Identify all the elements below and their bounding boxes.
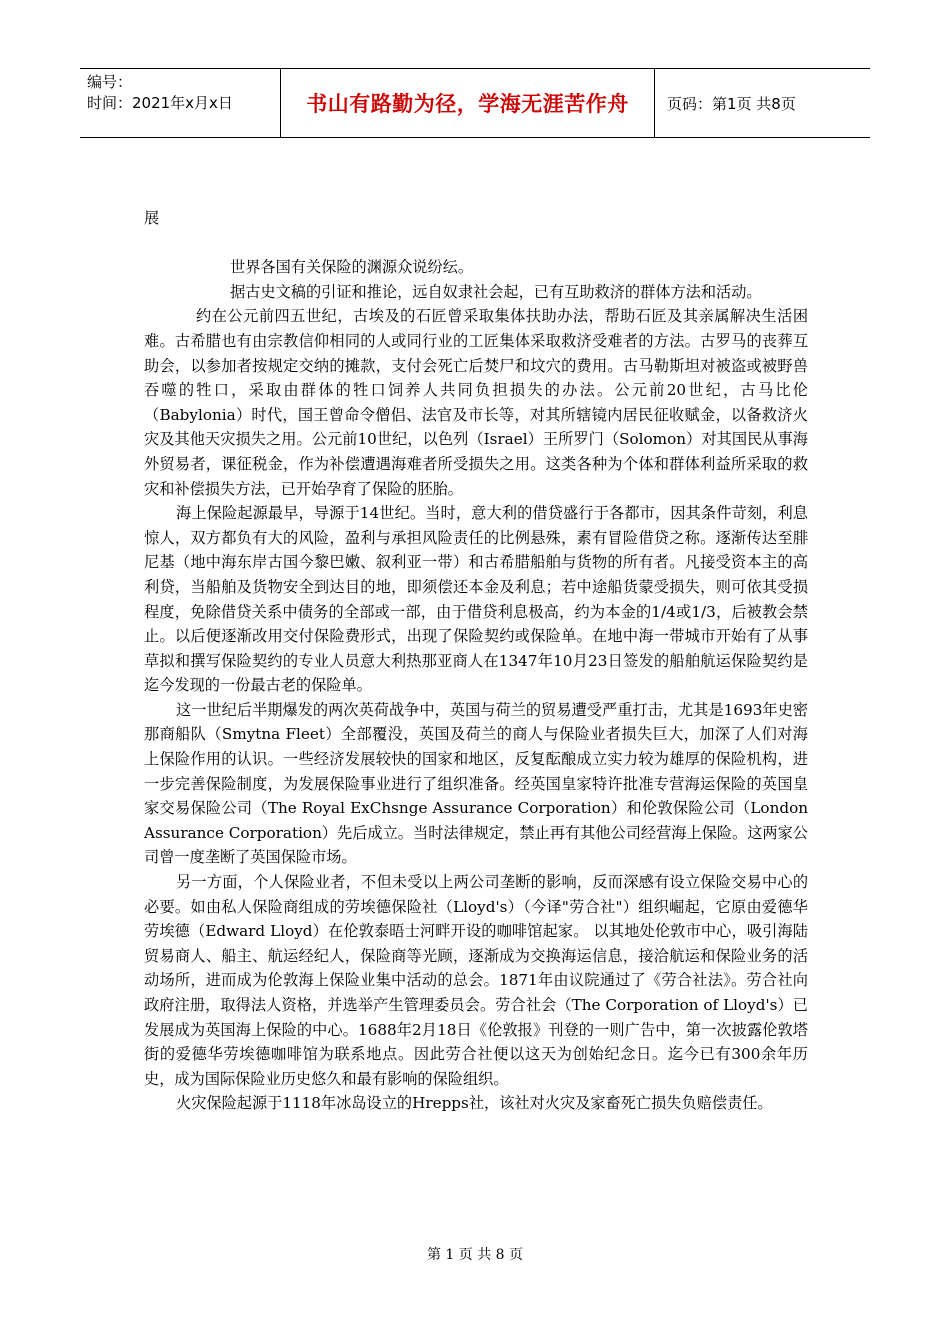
paragraph: 另一方面，个人保险业者，不但未受以上两公司垄断的影响，反而深感有设立保险交易中心的必要。如由私人保险商组成的劳埃德保险社（Lloyd's）（今译"劳合社"）组织崛起，它原由爱德华劳埃德（Edward Lloyd）在伦敦泰晤士河畔开设的咖啡馆起家。 以其地处伦敦市中心，吸引海陆贸易商人、船主、航运经纪人，保险商等光顾，逐渐成为交换海运信息，接洽航运和保险业务的活动场所，进而成为伦敦海上保险业集中活动的总会。1871年由议院通过了《劳合社法》。劳合社向政府注册，取得法人资格，并选举产生管理委员会。劳合社会（The Corporation of Lloyd's）已发展成为英国海上保险的中心。1688年2月18日《伦敦报》刊登的一则广告中，第一次披露伦敦塔街的爱德华劳埃德咖啡馆为联系地点。因此劳合社便以这天为创始纪念日。迄今已有300余年历史，成为国际保险业历史悠久和最有影响的保险组织。 xyxy=(144,873,808,1088)
document-body xyxy=(144,206,808,1116)
header-page-label: 页码：第1页 共8页 xyxy=(667,94,796,113)
paragraph: 约在公元前四五世纪，古埃及的石匠曾采取集体扶助办法，帮助石匠及其亲属解决生活困难。古希腊也有由宗教信仰相同的人或同行业的工匠集体采取救济受难者的方法。古罗马的丧葬互助会，以参加者按规定交纳的摊款，支付会死亡后焚尸和坟穴的费用。古马勒斯坦对被盗或被野兽吞噬的牲口，采取由群体的牲口饲养人共同负担损失的办法。公元前20世纪，古马比伦（Babylonia）时代，国王曾命令僧侣、法官及市长等，对其所辖镜内居民征收赋金，以备救济火灾及其他天灾损失之用。公元前10世纪，以色列（Israel）王所罗门（Solomon）对其国民从事海外贸易者，课征税金，作为补偿遭遇海难者所受损失之用。这类各种为个体和群体利益所采取的救灾和补偿损失方法，已开始孕育了保险的胚胎。 xyxy=(144,307,808,498)
paragraph: 海上保险起源最早，导源于14世纪。当时，意大利的借贷盛行于各都市，因其条件苛刻，利息惊人，双方都负有大的风险，盈利与承担风险责任的比例悬殊，素有冒险借贷之称。逐渐传达至腓尼基（地中海东岸古国今黎巴嫩、叙利亚一带）和古希腊船舶与货物的所有者。凡接受资本主的高利贷，当船舶及货物安全到达目的地，即须偿还本金及利息；若中途船货蒙受损失，则可依其受损程度，免除借贷关系中债务的全部或一部，由于借贷利息极高，约为本金的1/4或1/3，后被教会禁止。以后便逐渐改用交付保险费形式，出现了保险契约或保险单。在地中海一带城市开始有了从事草拟和撰写保险契约的专业人员意大利热那亚商人在1347年10月23日签发的船舶航运保险契约是迄今发现的一份最古老的保险单。 xyxy=(144,504,808,695)
paragraph: 据古史文稿的引证和推论，远自奴隶社会起，已有互助救济的群体方法和活动。 xyxy=(230,282,762,301)
number-label: 编号： xyxy=(87,73,133,91)
header-meta xyxy=(80,69,281,137)
paragraph: 世界各国有关保险的渊源众说纷纭。 xyxy=(230,258,473,277)
paragraph: 火灾保险起源于1118年冰岛设立的Hrepps社，该社对火灾及家畜死亡损失负赔偿责任。 xyxy=(176,1094,773,1113)
time-label: 时间：2021年x月x日 xyxy=(87,94,233,112)
header-motto: 书山有路勤为径，学海无涯苦作舟 xyxy=(281,69,655,137)
paragraph: 这一世纪后半期爆发的两次英荷战争中，英国与荷兰的贸易遭受严重打击，尤其是1693年史密那商船队（Smytna Fleet）全部覆没，英国及荷兰的商人与保险业者损失巨大，加深了人们对海上保险作用的认识。一些经济发展较快的国家和地区，反复酝酿成立实力较为雄厚的保险机构，进一步完善保险制度，为发展保险事业进行了组织准备。经英国皇家特许批准专营海运保险的英国皇家交易保险公司（The Royal ExChsnge Assurance Corporation）和伦敦保险公司（London Assurance Corporation）先后成立。当时法律规定，禁止再有其他公司经营海上保险。这两家公司曾一度垄断了英国保险市场。 xyxy=(144,700,808,867)
paragraph-fragment: 展 xyxy=(144,209,160,227)
page-header xyxy=(80,68,870,138)
page-footer: 第 1 页 共 8 页 xyxy=(426,1247,524,1263)
